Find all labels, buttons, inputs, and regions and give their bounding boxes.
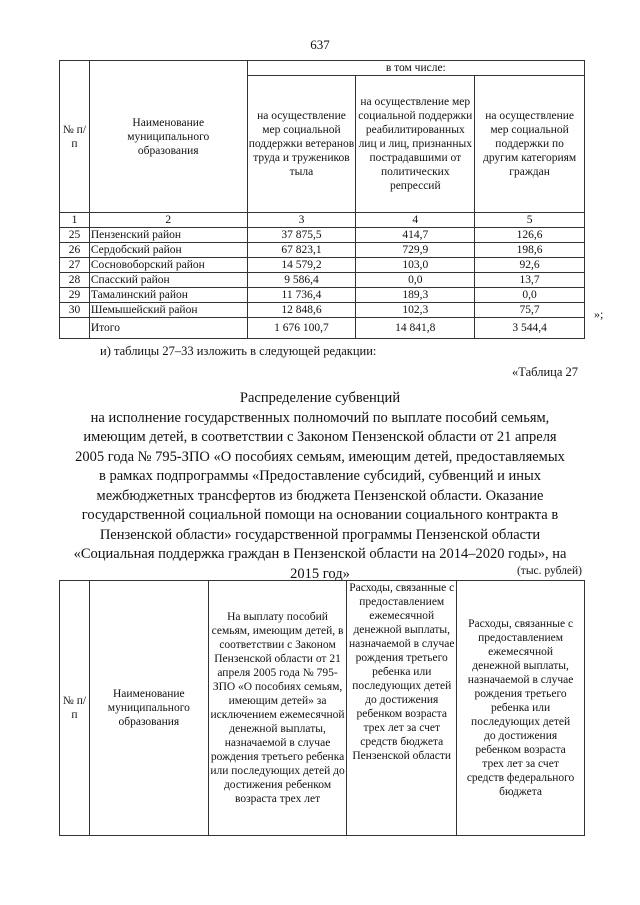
- row-name: Спасский район: [89, 273, 247, 288]
- row-c5: 126,6: [475, 228, 585, 243]
- row-c5: 75,7: [475, 303, 585, 318]
- row-c5: 198,6: [475, 243, 585, 258]
- table-label: «Таблица 27: [512, 365, 578, 379]
- col-number: 5: [475, 213, 585, 228]
- title-line: Распределение субвенций: [239, 390, 401, 406]
- header-c4: Расходы, связанные с предоставлением ежемесячной денежной выплаты, назначаемой в случае рождения третьего ребенка или последующих детей до достижения ребенком возраста трех лет за счет средств бюджета Пензенской области: [347, 581, 457, 836]
- total-num: [60, 318, 90, 339]
- row-c3: 37 875,5: [247, 228, 356, 243]
- row-c4: 729,9: [356, 243, 475, 258]
- row-name: Тамалинский район: [89, 288, 247, 303]
- title-line: имеющим детей, в соответствии с Законом Пензенской области от 21 апреля: [83, 429, 557, 445]
- title-line: 2015 год»: [290, 565, 350, 582]
- title-line: на исполнение государственных полномочий по выплате пособий семьям,: [90, 409, 550, 426]
- row-num: 28: [60, 273, 90, 288]
- title-line: «Социальная поддержка граждан в Пензенской области на 2014–2020 годы», на: [73, 546, 567, 562]
- header-c3: На выплату пособий семьям, имеющим детей, в соответствии с Законом Пензенской области от 21 апреля 2005 года № 795-ЗПО «О пособиях семьям, имеющим детей» за исключением ежемесячной денежной выплаты, назначаемой в случае рождения третьего ребенка или последующих детей до достижения ребенком возраста трех лет: [208, 581, 347, 836]
- row-c5: 0,0: [475, 288, 585, 303]
- table-row: [60, 243, 585, 258]
- row-name: Сосновоборский район: [89, 258, 247, 273]
- title-line: 2005 года № 795-ЗПО «О пособиях семьям, имеющим детей, предоставляемых: [75, 448, 565, 465]
- header-c5: на осуществление мер социальной поддержки по другим категориям граждан: [475, 76, 585, 213]
- row-num: 25: [60, 228, 90, 243]
- header-num: № п/п: [60, 61, 90, 213]
- row-c5: 13,7: [475, 273, 585, 288]
- header-c3: на осуществление мер социальной поддержки ветеранов труда и тружеников тыла: [247, 76, 356, 213]
- col-number: 3: [247, 213, 356, 228]
- row-c4: 414,7: [356, 228, 475, 243]
- page-number: 637: [310, 37, 330, 52]
- units-label: (тыс. рублей): [516, 565, 582, 577]
- title-line: государственной социальной помощи на основании социального контракта в: [81, 507, 559, 523]
- header-num: № п/п: [60, 581, 90, 836]
- row-c3: 9 586,4: [247, 273, 356, 288]
- table-row: [60, 228, 585, 243]
- title-line: межбюджетных трансфертов из бюджета Пензенской области. Оказание: [96, 487, 544, 504]
- row-name: Пензенский район: [89, 228, 247, 243]
- total-c5: 3 544,4: [475, 318, 585, 339]
- table-row: [60, 258, 585, 273]
- total-c3: 1 676 100,7: [247, 318, 356, 339]
- total-label: Итого: [89, 318, 247, 339]
- row-num: 27: [60, 258, 90, 273]
- row-num: 30: [60, 303, 90, 318]
- row-c4: 102,3: [356, 303, 475, 318]
- row-c3: 11 736,4: [247, 288, 356, 303]
- row-c3: 67 823,1: [247, 243, 356, 258]
- table-row: [60, 288, 585, 303]
- header-c4: на осуществление мер социальной поддержки реабилитированных лиц и лиц, признанных пострадавшими от политических репрессий: [356, 76, 475, 213]
- row-c4: 0,0: [356, 273, 475, 288]
- table-row: [60, 303, 585, 318]
- row-name: Шемышейский район: [89, 303, 247, 318]
- col-number: 2: [89, 213, 247, 228]
- header-group: в том числе:: [247, 61, 584, 76]
- col-number: 1: [60, 213, 90, 228]
- row-c3: 12 848,6: [247, 303, 356, 318]
- header-name: Наименование муниципального образования: [89, 581, 208, 836]
- total-c4: 14 841,8: [356, 318, 475, 339]
- row-num: 29: [60, 288, 90, 303]
- title-line: Пензенской области» государственной программы Пензенской области: [99, 526, 541, 543]
- amendment-paragraph: и) таблицы 27–33 изложить в следующей редакции:: [100, 344, 377, 358]
- header-name: Наименование муниципального образования: [89, 61, 247, 213]
- table-title: [40, 389, 600, 584]
- header-c5: Расходы, связанные с предоставлением ежемесячной денежной выплаты, назначаемой в случае рождения третьего ребенка или последующих детей до достижения ребенком возраста трех лет за счет средств федерального бюджета: [457, 581, 585, 836]
- title-line: в рамках подпрограммы «Предоставление субсидий, субвенций и иных: [98, 468, 541, 484]
- row-num: 26: [60, 243, 90, 258]
- table-subsidies-continued: [59, 60, 585, 339]
- closing-quote: »;: [594, 307, 604, 321]
- total-row: [60, 318, 585, 339]
- row-name: Сердобский район: [89, 243, 247, 258]
- row-c3: 14 579,2: [247, 258, 356, 273]
- table-27: [59, 580, 585, 836]
- table-row: [60, 273, 585, 288]
- row-c4: 189,3: [356, 288, 475, 303]
- row-c5: 92,6: [475, 258, 585, 273]
- row-c4: 103,0: [356, 258, 475, 273]
- col-number: 4: [356, 213, 475, 228]
